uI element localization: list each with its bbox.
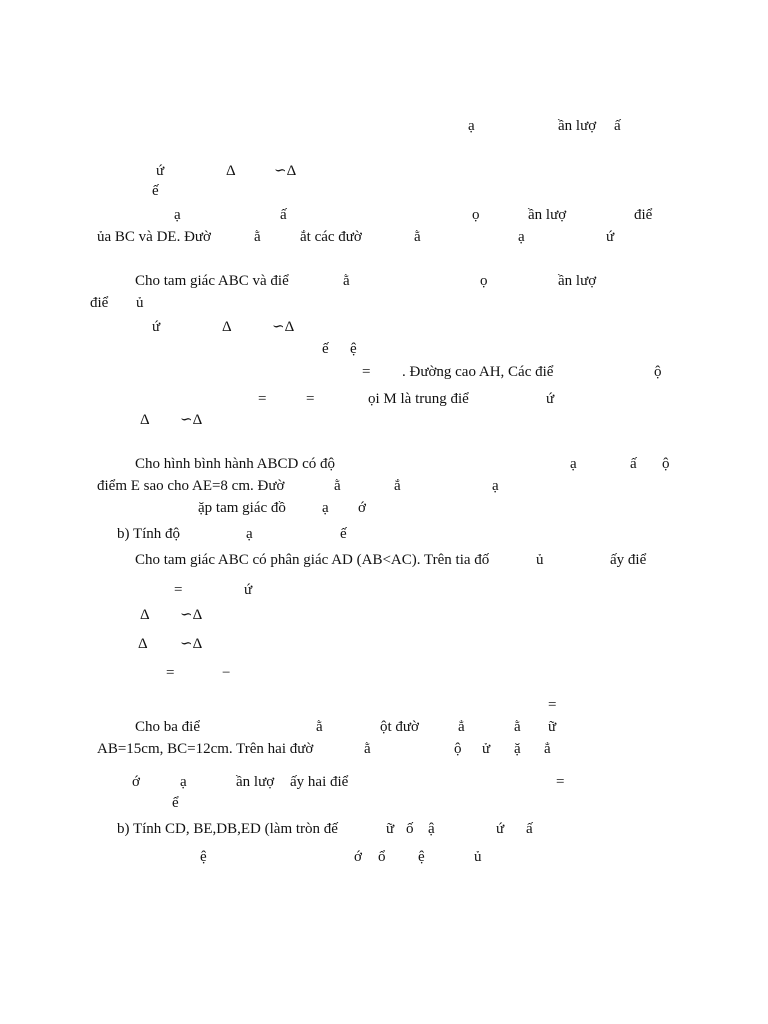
math-symbol: ∽Δ xyxy=(272,319,295,335)
text-fragment: ọ xyxy=(480,273,488,289)
math-symbol: Δ xyxy=(140,607,150,623)
text-fragment: b) Tính độ xyxy=(117,526,181,542)
text-fragment: ạ xyxy=(570,456,577,472)
math-symbol: = xyxy=(306,391,315,407)
text-fragment: ẳ xyxy=(458,719,465,735)
text-fragment: ặ xyxy=(514,741,521,757)
text-fragment: ặp tam giác đồ xyxy=(198,500,286,516)
text-fragment: Cho tam giác ABC có phân giác AD (AB<AC). Trên tia đố xyxy=(135,552,490,568)
text-fragment: ắt các đườ xyxy=(300,229,362,245)
math-symbol: ∽Δ xyxy=(274,163,297,179)
text-fragment: ằ xyxy=(334,478,341,494)
math-symbol: ∽Δ xyxy=(180,607,203,623)
text-fragment: ớ xyxy=(354,849,362,865)
text-fragment: ằ xyxy=(414,229,421,245)
text-fragment: ấ xyxy=(614,118,621,134)
text-fragment: ớ xyxy=(132,774,140,790)
text-fragment: ế xyxy=(152,183,159,199)
text-fragment: ạ xyxy=(468,118,475,134)
text-fragment: ạ xyxy=(174,207,181,223)
text-fragment: ệ xyxy=(350,341,357,357)
math-symbol: = xyxy=(174,582,183,598)
text-fragment: điể xyxy=(634,207,653,223)
text-fragment: ủ xyxy=(474,849,482,865)
text-fragment: ần lượ xyxy=(236,774,275,790)
text-fragment: ế xyxy=(322,341,329,357)
text-fragment: ạ xyxy=(246,526,253,542)
text-fragment: ậ xyxy=(428,821,435,837)
text-fragment: ủ xyxy=(136,295,144,311)
text-fragment: điể xyxy=(90,295,109,311)
math-symbol: Δ xyxy=(140,412,150,428)
text-fragment: AB=15cm, BC=12cm. Trên hai đườ xyxy=(97,741,314,757)
text-fragment: ệ xyxy=(418,849,425,865)
text-fragment: Cho ba điể xyxy=(135,719,200,735)
text-fragment: ứ xyxy=(606,229,615,245)
text-fragment: ử xyxy=(482,741,491,757)
text-fragment: ọi M là trung điể xyxy=(368,391,469,407)
text-fragment: ắ xyxy=(394,478,401,494)
text-fragment: ứ xyxy=(244,582,253,598)
text-fragment: ứ xyxy=(156,163,165,179)
text-fragment: ứ xyxy=(152,319,161,335)
text-fragment: ạ xyxy=(492,478,499,494)
text-fragment: ạ xyxy=(518,229,525,245)
math-symbol: − xyxy=(222,665,231,681)
math-symbol: = xyxy=(548,697,557,713)
text-fragment: ổ xyxy=(378,849,386,865)
text-fragment: b) Tính CD, BE,DB,ED (làm tròn đế xyxy=(117,821,338,837)
text-fragment: điểm E sao cho AE=8 cm. Đườ xyxy=(97,478,285,494)
text-fragment: ần lượ xyxy=(528,207,567,223)
text-fragment: ần lượ xyxy=(558,273,597,289)
math-symbol: = xyxy=(556,774,565,790)
text-fragment: ằ xyxy=(364,741,371,757)
text-fragment: . Đường cao AH, Các điể xyxy=(402,364,554,380)
text-fragment: ạ xyxy=(180,774,187,790)
math-symbol: Δ xyxy=(138,636,148,652)
text-fragment: Cho tam giác ABC và điể xyxy=(135,273,289,289)
text-fragment: ố xyxy=(406,821,414,837)
text-fragment: ằ xyxy=(316,719,323,735)
text-fragment: ể xyxy=(172,795,179,811)
text-fragment: ủ xyxy=(536,552,544,568)
text-fragment: ộ xyxy=(662,456,670,472)
text-fragment: ấ xyxy=(280,207,287,223)
math-symbol: = xyxy=(258,391,267,407)
text-fragment: ằ xyxy=(254,229,261,245)
math-symbol: Δ xyxy=(226,163,236,179)
text-fragment: ộ xyxy=(454,741,462,757)
text-fragment: ằ xyxy=(514,719,521,735)
text-fragment: ữ xyxy=(548,719,557,735)
text-fragment: ấ xyxy=(630,456,637,472)
text-fragment: ọ xyxy=(472,207,480,223)
text-fragment: ữ xyxy=(386,821,395,837)
math-symbol: = xyxy=(166,665,175,681)
text-fragment: ằ xyxy=(343,273,350,289)
text-fragment: ệ xyxy=(200,849,207,865)
text-fragment: ần lượ xyxy=(558,118,597,134)
text-fragment: ạ xyxy=(322,500,329,516)
text-fragment: ứ xyxy=(546,391,555,407)
text-fragment: ấy hai điể xyxy=(290,774,349,790)
text-fragment: ộ xyxy=(654,364,662,380)
text-fragment: Cho hình bình hành ABCD có độ xyxy=(135,456,336,472)
math-symbol: Δ xyxy=(222,319,232,335)
text-fragment: ẳ xyxy=(544,741,551,757)
text-fragment: ột đườ xyxy=(380,719,419,735)
math-symbol: ∽Δ xyxy=(180,636,203,652)
math-symbol: ∽Δ xyxy=(180,412,203,428)
math-symbol: = xyxy=(362,364,371,380)
text-fragment: ứ xyxy=(496,821,505,837)
text-fragment: ấy điể xyxy=(610,552,647,568)
text-fragment: ớ xyxy=(358,500,366,516)
text-fragment: ấ xyxy=(526,821,533,837)
text-fragment: ủa BC và DE. Đườ xyxy=(97,229,211,245)
text-fragment: ế xyxy=(340,526,347,542)
